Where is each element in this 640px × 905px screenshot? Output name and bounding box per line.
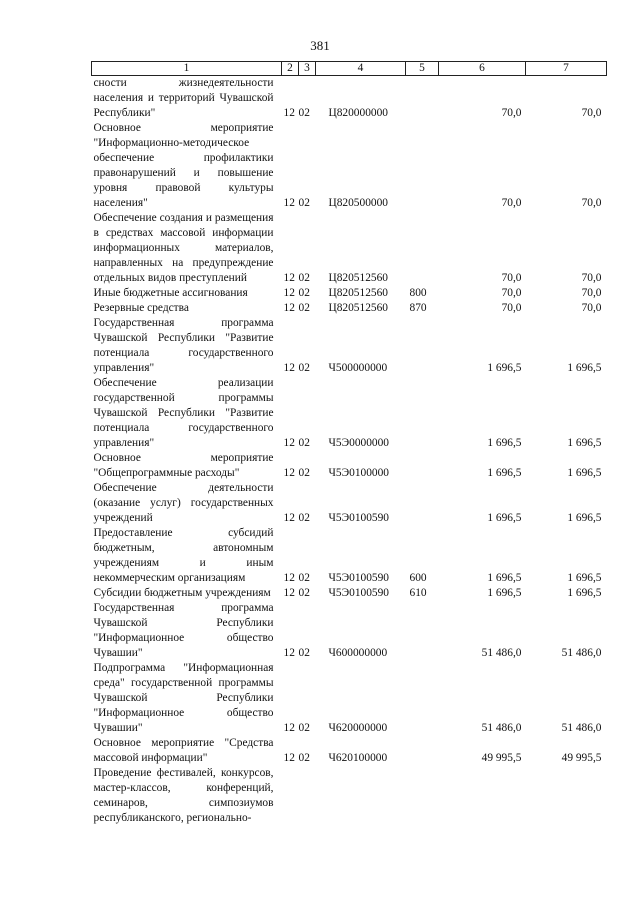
expense-type-code bbox=[406, 451, 439, 481]
expense-type-code bbox=[406, 601, 439, 661]
subsection-code: 02 bbox=[298, 587, 310, 599]
target-article-code: Ч5Э0000000 bbox=[328, 437, 389, 449]
subsection-code: 02 bbox=[298, 467, 310, 479]
section-code: 12 bbox=[283, 647, 295, 659]
amount-year-1: 49 995,5 bbox=[481, 752, 522, 764]
expense-type-code bbox=[406, 76, 439, 122]
amount-year-2: 1 696,5 bbox=[567, 572, 602, 584]
target-article-code bbox=[316, 766, 406, 826]
target-article-code: Ч620100000 bbox=[328, 752, 388, 764]
expense-type-code bbox=[406, 736, 439, 766]
section-code: 12 bbox=[283, 362, 295, 374]
target-article-code: Ц820500000 bbox=[328, 197, 388, 209]
section-code bbox=[282, 766, 299, 826]
subsection-code: 02 bbox=[298, 362, 310, 374]
table-row bbox=[92, 76, 607, 122]
subsection-code: 02 bbox=[298, 752, 310, 764]
item-name: Проведение фестивалей, конкурсов, мастер-классов, конференций, семинаров, симпозиумов республиканского, регионально- bbox=[93, 767, 274, 824]
amount-year-1: 70,0 bbox=[501, 107, 522, 119]
target-article-code: Ц820512560 bbox=[328, 287, 388, 299]
amount-year-2: 1 696,5 bbox=[567, 467, 602, 479]
table-row bbox=[92, 121, 607, 211]
amount-year-2: 1 696,5 bbox=[567, 362, 602, 374]
subsection-code: 02 bbox=[298, 722, 310, 734]
section-code: 12 bbox=[283, 302, 295, 314]
amount-year-2: 70,0 bbox=[581, 107, 602, 119]
amount-year-2: 70,0 bbox=[581, 302, 602, 314]
amount-year-1: 1 696,5 bbox=[487, 437, 522, 449]
target-article-code: Ц820512560 bbox=[328, 272, 388, 284]
amount-year-1: 70,0 bbox=[501, 197, 522, 209]
subsection-code: 02 bbox=[298, 287, 310, 299]
table-row bbox=[92, 766, 607, 826]
section-code: 12 bbox=[283, 107, 295, 119]
item-name: Субсидии бюджетным учреждениям bbox=[93, 587, 271, 599]
section-code: 12 bbox=[283, 512, 295, 524]
column-header: 7 bbox=[526, 62, 607, 76]
item-name: Основное мероприятие "Средства массовой информации" bbox=[93, 737, 274, 764]
item-name: Государственная программа Чувашской Республики "Информационное общество Чувашии" bbox=[93, 602, 274, 659]
item-name: сности жизнедеятельности населения и территорий Чувашской Республики" bbox=[93, 77, 274, 119]
page-number: 381 bbox=[310, 38, 330, 53]
item-name: Обеспечение создания и размещения в средствах массовой информации информационных материалов, направленных на предупреждение отдельных видов преступлений bbox=[93, 212, 274, 284]
item-name: Резервные средства bbox=[93, 302, 189, 314]
amount-year-1: 1 696,5 bbox=[487, 467, 522, 479]
section-code: 12 bbox=[283, 272, 295, 284]
subsection-code bbox=[299, 766, 316, 826]
budget-table bbox=[91, 61, 607, 826]
section-code: 12 bbox=[283, 752, 295, 764]
subsection-code: 02 bbox=[298, 512, 310, 524]
amount-year-1: 1 696,5 bbox=[487, 362, 522, 374]
subsection-code: 02 bbox=[298, 197, 310, 209]
section-code: 12 bbox=[283, 587, 295, 599]
column-header: 3 bbox=[299, 62, 316, 76]
item-name: Иные бюджетные ассигнования bbox=[93, 287, 248, 299]
item-name: Обеспечение деятельности (оказание услуг) государственных учреждений bbox=[93, 482, 274, 524]
expense-type-code: 600 bbox=[409, 572, 427, 584]
item-name: Основное мероприятие "Информационно-методическое обеспечение профилактики правонарушений и повышение уровня правовой культуры населения" bbox=[93, 122, 274, 209]
item-name: Предоставление субсидий бюджетным, автономным учреждениям и иным некоммерческим организациям bbox=[93, 527, 274, 584]
target-article-code: Ц820512560 bbox=[328, 302, 388, 314]
amount-year-2: 51 486,0 bbox=[561, 722, 602, 734]
amount-year-2: 1 696,5 bbox=[567, 587, 602, 599]
target-article-code: Ч500000000 bbox=[328, 362, 388, 374]
expense-type-code bbox=[406, 481, 439, 526]
subsection-code: 02 bbox=[298, 572, 310, 584]
header-row bbox=[92, 62, 607, 76]
amount-year-2: 51 486,0 bbox=[561, 647, 602, 659]
column-header: 5 bbox=[406, 62, 439, 76]
amount-year-1: 51 486,0 bbox=[481, 722, 522, 734]
expense-type-code bbox=[406, 121, 439, 211]
subsection-code: 02 bbox=[298, 302, 310, 314]
expense-type-code bbox=[406, 661, 439, 736]
amount-year-2: 70,0 bbox=[581, 287, 602, 299]
item-name: Обеспечение реализации государственной программы Чувашской Республики "Развитие потенциала государственного управления" bbox=[93, 377, 274, 449]
target-article-code: Ч5Э0100590 bbox=[328, 572, 389, 584]
amount-year-2: 49 995,5 bbox=[561, 752, 602, 764]
table-row bbox=[92, 661, 607, 736]
target-article-code: Ч600000000 bbox=[328, 647, 388, 659]
amount-year-2: 70,0 bbox=[581, 272, 602, 284]
expense-type-code bbox=[406, 766, 439, 826]
section-code: 12 bbox=[283, 287, 295, 299]
table-row bbox=[92, 586, 607, 601]
column-header: 4 bbox=[316, 62, 406, 76]
table-row bbox=[92, 601, 607, 661]
section-code: 12 bbox=[283, 197, 295, 209]
table-header bbox=[92, 62, 607, 76]
expense-type-code: 610 bbox=[409, 587, 427, 599]
amount-year-1: 70,0 bbox=[501, 287, 522, 299]
subsection-code: 02 bbox=[298, 272, 310, 284]
amount-year-2: 1 696,5 bbox=[567, 512, 602, 524]
table-body bbox=[92, 76, 607, 827]
column-header: 1 bbox=[92, 62, 282, 76]
table-row bbox=[92, 211, 607, 286]
section-code: 12 bbox=[283, 437, 295, 449]
expense-type-code bbox=[406, 211, 439, 286]
column-header: 6 bbox=[439, 62, 526, 76]
amount-year-2 bbox=[526, 766, 607, 826]
amount-year-1: 1 696,5 bbox=[487, 572, 522, 584]
expense-type-code: 870 bbox=[409, 302, 427, 314]
target-article-code: Ц820000000 bbox=[328, 107, 388, 119]
table-row bbox=[92, 736, 607, 766]
expense-type-code bbox=[406, 376, 439, 451]
expense-type-code bbox=[406, 316, 439, 376]
expense-type-code: 800 bbox=[409, 287, 427, 299]
column-header: 2 bbox=[282, 62, 299, 76]
amount-year-1 bbox=[439, 766, 526, 826]
target-article-code: Ч5Э0100590 bbox=[328, 512, 389, 524]
table-row bbox=[92, 376, 607, 451]
subsection-code: 02 bbox=[298, 437, 310, 449]
target-article-code: Ч620000000 bbox=[328, 722, 388, 734]
table-row bbox=[92, 301, 607, 316]
section-code: 12 bbox=[283, 572, 295, 584]
section-code: 12 bbox=[283, 467, 295, 479]
table-row bbox=[92, 481, 607, 526]
table-row bbox=[92, 286, 607, 301]
item-name: Подпрограмма "Информационная среда" государственной программы Чувашской Республики "Информационное общество Чувашии" bbox=[93, 662, 274, 734]
section-code: 12 bbox=[283, 722, 295, 734]
subsection-code: 02 bbox=[298, 107, 310, 119]
table-row bbox=[92, 451, 607, 481]
item-name: Государственная программа Чувашской Республики "Развитие потенциала государственного управления" bbox=[93, 317, 274, 374]
amount-year-1: 1 696,5 bbox=[487, 512, 522, 524]
item-name: Основное мероприятие "Общепрограммные расходы" bbox=[93, 452, 274, 479]
amount-year-1: 70,0 bbox=[501, 302, 522, 314]
amount-year-1: 51 486,0 bbox=[481, 647, 522, 659]
table-row bbox=[92, 316, 607, 376]
subsection-code: 02 bbox=[298, 647, 310, 659]
amount-year-2: 70,0 bbox=[581, 197, 602, 209]
table-row bbox=[92, 526, 607, 586]
amount-year-1: 70,0 bbox=[501, 272, 522, 284]
amount-year-2: 1 696,5 bbox=[567, 437, 602, 449]
target-article-code: Ч5Э0100000 bbox=[328, 467, 389, 479]
amount-year-1: 1 696,5 bbox=[487, 587, 522, 599]
target-article-code: Ч5Э0100590 bbox=[328, 587, 389, 599]
